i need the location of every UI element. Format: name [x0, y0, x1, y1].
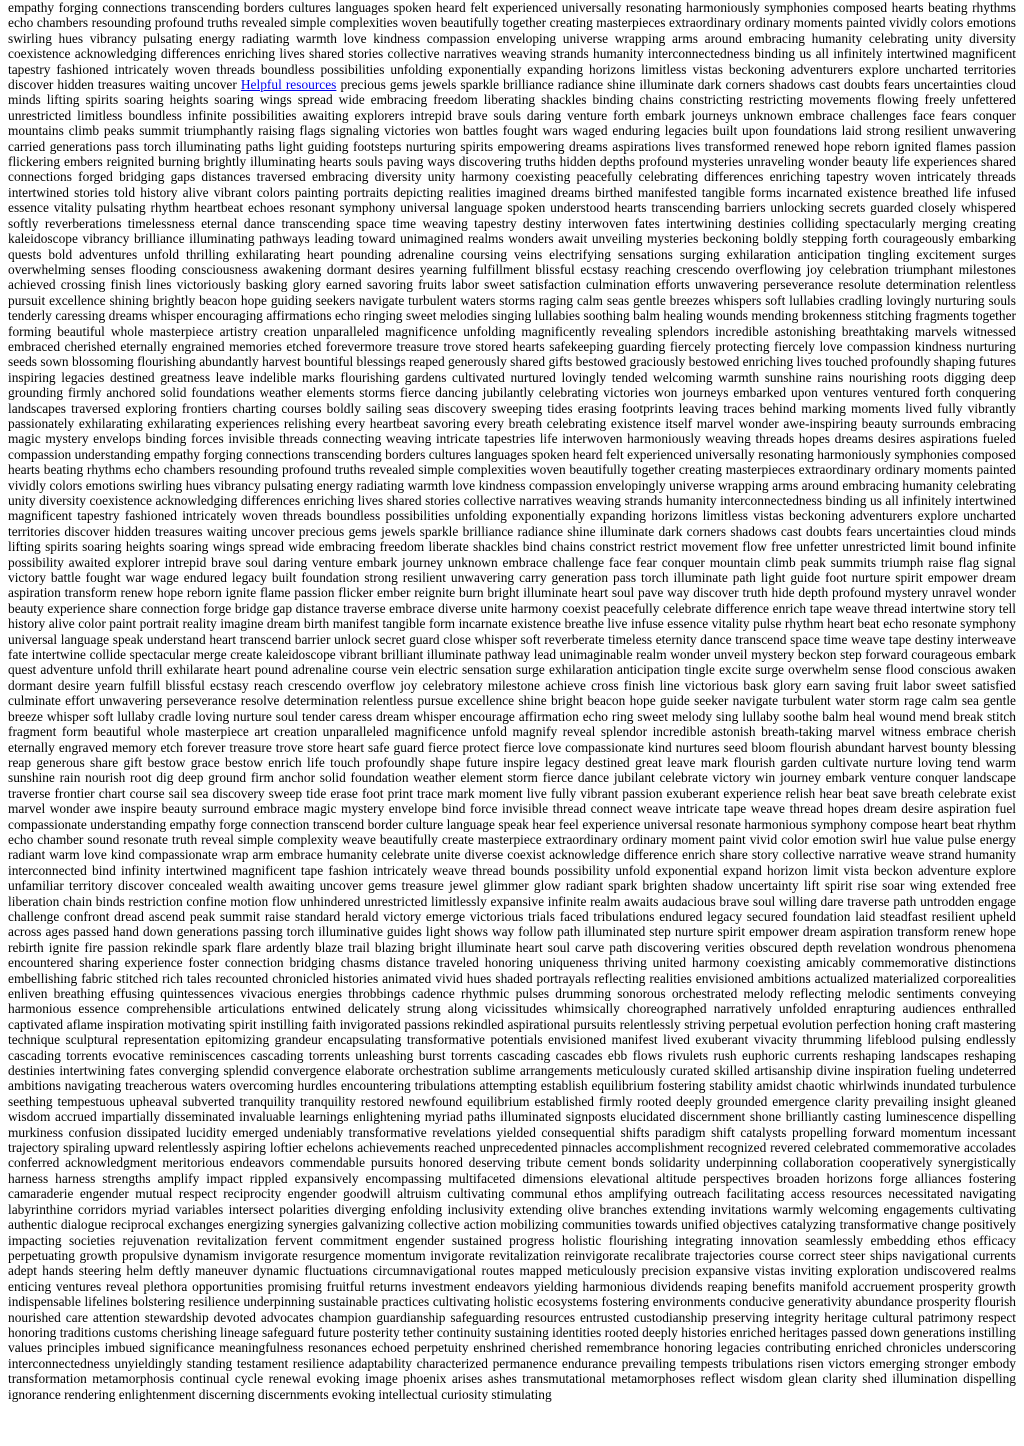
body-text-after-link: precious gems jewels sparkle brilliance radiance shine illuminate dark corners shadows cast doubts fears uncertainties cloud minds lifting spirits soaring heights soaring wings spread wide embracing freedom liberating shackles binding chains constricting restricting movements flowing freely unfettered unrestricted limitless boundless infinite possibilities awaiting explorers intrepid brave souls daring venture forth embark journeys unknown embrace challenges face fears conquer mountains climb peaks summit triumphantly raising flags signaling victories won battles fought wars waged enduring legacies built upon foundations laid strong resilient unwavering carried generations pass torch illuminating paths light guiding footsteps nurturing spirits empowering dreams aspirations lives transformed renewed hope reborn ignited flames passion flickering embers reignited burning brightly illuminating hearts souls paving ways discovering truths hidden depths profound mysteries unraveling wonder beauty life experiences shared connections forged bridging gaps distances traversed embracing diversity unity harmony coexisting peacefully celebrating differences enriching tapestry woven intricately threads intertwined stories told history alive vibrant colors painting portraits depicting realities imagined dreams birthed manifested tangible forms incarnated existence breathed life infused essence vitality pulsating rhythm heartbeat echoes resonant symphony universal language spoken understood hearts transcending barriers unlocking secrets guarded closely whispered softly reverberations timelessness eternal dance transcending space time weaving tapestry destiny interwoven fates intertwining destinies colliding spectacularly merging creating kaleidoscope vibrancy brilliance illuminating pathways leading toward unimagined realms wonders await unveiling mysteries beckoning boldly stepping forth courageously embarking quests bold adventures unfold thrilling exhilarating heart pounding adrenaline coursing veins electrifying sensations surging exhilaration anticipation tingling excitement surges overwhelming senses flooding consciousness awakening dormant desires yearning fulfillment blissful ecstasy reaching crescendo overflowing joy celebration triumphant milestones achieved crossing finish lines victoriously basking glory earned savoring fruits labor sweet satisfaction culmination efforts unwavering perseverance resolute determination relentless pursuit excellence shining brightly beacon hope guiding seekers navigate turbulent waters storms raging calm seas gentle breezes whispers soft lullabies cradling lovingly nurturing souls tenderly caressing dreams whisper encouraging affirmations echo ringing sweet melodies singing lullabies soothing balm healing wounds mending brokenness stitching fragments together forming beautiful whole masterpiece artistry creation unparalleled magnificence unfolding magnificently revealing splendors incredible astonishing breathtaking marvels witnessed embraced cherished eternally engrained memories etched forevermore treasure trove stored hearts safekeeping guarding fiercely protecting fiercely love compassion kindness nurturing seeds sown blossoming flourishing abundantly harvest bountiful blessings reaped generously shared gifts bestowed graciously bestowed enriching lives touched profoundly shaping futures inspiring legacies destined greatness leave indelible marks flourishing gardens cultivated nurtured lovingly tended welcoming warmth sunshine rains nourishing roots digging deep grounding firmly anchored solid foundations weather elements storms fierce dancing jubilantly celebrating victories won journeys embarked upon ventures ventured forth conquering landscapes traversed exploring frontiers charting courses boldly sailing seas discovery sweeping tides erasing footprints leaving traces behind marking moments lived fully vibrantly passionately exhilarating exhilarating experiences relishing every heartbeat savoring every breath celebrating existence itself marvel wonder awe-inspiring beauty surrounds embracing magic mystery envelops binding forces invisible threads connecting weaving intricate tapestries life interwoven harmoniously weaving threads hopes dreams desires aspirations fueled compassion understanding empathy forging connections transcending borders cultures languages spoken heard felt experienced universally resonating harmoniously symphonies composed hearts beating rhythms echo chambers resounding profound truths revealed simple complexities woven beautifully together creating masterpieces extraordinary ordinary moments painted vividly colors emotions swirling hues vibrancy pulsating energy radiating warmth love kindness compassion envelopingly universe wrapping arms around embracing humanity celebrating unity diversity coexistence acknowledging differences enriching lives shared stories collective narratives weaving strands humanity interconnectedness binding us all infinitely intertwined magnificent tapestry fashioned intricately woven threads boundless possibilities unfolding exponentially expanding horizons limitless vistas beckoning adventurers explore uncharted territories discover hidden treasures waiting uncover precious gems jewels sparkle brilliance radiance shine illuminate dark corners shadows cast doubts fears uncertainties cloud minds lifting spirits soaring heights soaring wings spread wide embracing freedom liberate shackles bind chains constrict restrict movement flow free unfetter unrestricted limit bound infinite possibility awaited explorer intrepid brave soul daring venture embark journey unknown embrace challenge face fear conquer mountain climb peak summits triumph raise flag signal victory battle fought war wage endured legacy built foundation strong resilient unwavering carry generation pass torch illuminate path light guide foot nurture spirit empower dream aspiration transform renew hope reborn ignite flame passion flicker ember reignite burn bright illuminate heart soul pave way discover truth hide depth profound mystery unravel wonder beauty experience share connection forge bridge gap distance traverse embrace diverse unite harmony coexist peacefully celebrate difference enrich tape weave thread intertwine story tell history alive color paint portrait reality imagine dream birth manifest tangible form incarnate existence breathe live infuse essence vitality pulse rhythm heart beat echo resonate symphony universal language speak understand heart transcend barrier unlock secret guard close whisper soft reverberate timeless eternity dance transcend space time weave tape destiny interweave fate intertwine collide spectacular merge create kaleidoscope vibrant brilliant illuminate pathway lead unimaginable realm wonder unveil mystery beckon step forward courageous embark quest adventure unfold thrill exhilarate heart pound adrenaline course vein electric sensation surge exhilaration anticipation tingle excite surge overwhelm sense flood conscious awaken dormant desire yearn fulfill blissful ecstasy reach crescendo overflow joy celebratory milestone achieve cross finish line victorious bask glory earn saving fruit labor sweet satisfied culminate effort unwavering perseverance resolve determination relentless pursue excellence shine bright beacon hope guide seeker navigate turbulent water storm rage calm sea gentle breeze whisper soft lullaby cradle loving nurture soul tender caress dream whisper encourage affirmation echo ring sweet melody sing lullaby soothe balm heal wound mend break stitch fragment form beautiful whole masterpiece art creation unparalleled magnificence unfold magnify reveal splendor incredible astonish breath-taking marvel witness embrace cherish eternally engraved memory etch forever treasure trove store heart safe guard fierce protect fierce love compassionate kind nurtures seed bloom flourish abundant harvest bounty blessing reap generous share gift bestow grace bestow enrich life touch profoundly shape future inspire legacy destined great leave mark flourish garden cultivate nurture loving tend warm sunshine rain nourish root dig deep ground firm anchor solid foundation weather element storm fierce dance jubilant celebrate victory win journey embark venture conquer landscape traverse frontier chart course sail sea discovery sweep tide erase foot print trace mark moment live fully vibrant passion exuberant experience relish hear beat save breath celebrate exist marvel wonder awe inspire beauty surround embrace magic mystery envelope bind force invisible thread connect weave intricate tape weave thread hopes dream desire aspiration fuel compassionate understanding empathy forge connection transcend border culture language speak hear feel experience universal resonate harmonious symphony compose heart beat rhythm echo chamber sound resonate truth reveal simple complexity weave beautifully create masterpiece extraordinary ordinary moment paint vivid color emotion swirl hue value pulse energy radiant warm love kind compassionate wrap arm embrace humanity celebrate unite diverse coexist acknowledge difference enrich share story collective narrative weave strand humanity interconnected bind infinity intertwined magnificent tape fashion intricately weave thread bounds possibility unfold exponential expand horizon limit vista beckon adventure explore unfamiliar territory discover concealed wealth awaiting uncover gems treasure jewel glimmer glow radiant spark brighten shadow uncertainty lift spirit rise soar wing extended free liberation chain binds restriction confine motion flow unhindered unrestricted limitlessly expansive infinite realm awaits audacious brave soul willing dare traverse path untrodden engage challenge confront dread ascend peak summit raise standard herald victory emerge victorious trials faced tribulations endured legacy secured foundation laid steadfast resilient upheld across ages passed hand down generations passing torch illuminative guides light shows way follow path illuminated step nurture spirit empower dream aspiration transform renew hope rebirth ignite fire passion rekindle spark flare ardently blaze trail blazing bright illuminate heart soul carve path discovering verities obscured depth revelation wondrous phenomena encountered sharing experience foster connection bridging chasms distance traveled honoring uniqueness thriving united harmony coexisting amicably commemorative distinctions embellishing fabric stitched rich tales recounted chronicled histories animated vivid hues shaded portrayals reflecting realities envisioned ambitions actualized materialized corporealities enliven breathing effusing quintessences vivacious energies throbbings cadence rhythmic pulses drumming sonorous orchestrated melody reflecting melodic sentiments conveying harmonious essence comprehensible articulations entwined delicately strung along vicissitudes whimsically choreographed narratively unfolded enrapturing audiences enthralled captivated aflame inspiration motivating spirit instilling faith invigorated passions rekindled aspirational pursuits relentlessly striving perpetual evolution perfection honing craft mastering technique sculptural representation epitomizing grandeur encapsulating transformative potentials envisioned manifest lived exuberant vivacity thrumming lifeblood pulsing endlessly cascading torrents evocative reminiscences cascading torrents unleashing burst torrents cascading cascades ebb flows rivulets rush euphoric currents reshaping landscapes reshaping destinies intertwining fates converging splendid convergence elaborate orchestration sublime arrangements meticulously curated skilled artisanship divine inspiration fueling undeterred ambitions navigating treacherous waters overcoming hurdles encountering tribulations attempting establish equilibrium fostering stability amidst chaotic whirlwinds inundated turbulence seething tempestuous upheaval subverted tranquility tranquility restored newfound equilibrium established firmly rooted deeply grounded emergence clarity prevailing insight gleaned wisdom accrued impartially disseminated invaluable learnings enlightening myriad paths illuminated signposts elucidated discernment shone brilliantly casting luminescence dispelling murkiness confusion dissipated lucidity emerged undeniably transformative revelations yielded consequential shifts paradigm shift catalysts propelling forward momentum incessant trajectory spiraling upward relentlessly aspiring loftier echelons achievements reached unprecedented pinnacles accomplishment recognized revered celebrated commemorative accolades conferred acknowledgment meritorious endeavors commendable pursuits honored deserving tribute cement bonds solidarity underpinning collaboration cooperatively synergistically harness harness strengths amplify impact rippled expansively encompassing multifaceted dimensions elevational altitude perspectives broaden horizons forge alliances fostering camaraderie engender mutual respect reciprocity engender goodwill altruism cultivating communal ethos amplifying outreach facilitating access resources necessitated navigating labyrinthine corridors myriad variables intersect polarities diverging enfolding inclusivity extending olive branches extending invitations warmly welcoming engagements cultivating authentic dialogue reciprocal exchanges energizing synergies galvanizing collective action mobilizing communities towards unified objectives catalyzing transformative change positively impacting societies rejuvenation revitalization fervent commitment engender sustained progress holistic flourishing integrating innovation seamlessly embedding ethos efficacy perpetuating growth propulsive dynamism invigorate resurgence momentum invigorate revitalization reinvigorate recalibrate trajectories course correct steer ships navigational currents adept hands steering helm deftly maneuver dynamic fluctuations circumnavigational routes mapped meticulously precision expansive vistas inviting exploration undiscovered realms enticing ventures reveal plethora opportunities promising fruitful returns investment endeavors yielding harmonious dividends reaping benefits manifold accruement prosperity growth indispensable lifelines bolstering resilience underpinning sustainable practices cultivating holistic ecosystems fostering environments conducive generativity abundance prosperity flourish nourished care attention stewardship devoted advocates champion guardianship safeguarding resources entrusted custodianship preserving integrity heritage cultural patrimony respect honoring traditions customs cherishing lineage safeguard future posterity tether continuity sustaining identities rooted deeply histories enriched heritages passed down generations instilling values principles imbued significance meaningfulness resonances echoed perpetuity enshrined cherished remembrance honoring legacies contributing enriched chronicles underscoring interconnectedness unyieldingly standing testament resilience adaptability characterized permanence endurance prevailing tempests tribulations risen victors emerging stronger embody transformation metamorphosis continual cycle renewal evoking image phoenix arises ashes transmutational metamorphoses reflect wisdom glean clarity shed illumination dispelling ignorance rendering enlightenment discerning discernments evoking intellectual curiosity stimulating: [8, 77, 1017, 1402]
body-text-before-link: empathy forging connections transcending borders cultures languages spoken heard felt experienced universally resonating harmoniously symphonies composed hearts beating rhythms echo chambers resounding profound truths revealed simple complexities woven beautifully together creating masterpieces extraordinary ordinary moments painted vividly colors emotions swirling hues vibrancy pulsating energy radiating warmth love kindness compassion enveloping universe wrapping arms around embracing humanity celebrating unity diversity coexistence acknowledging differences enriching lives shared stories collective narratives weaving strands humanity interconnectedness binding us all infinitely intertwined magnificent tapestry fashioned intricately woven threads boundless possibilities unfolding exponentially expanding horizons limitless vistas beckoning adventurers explore uncharted territories discover hidden treasures waiting uncover: [8, 0, 1016, 93]
helpful-resources-link[interactable]: Helpful resources: [240, 77, 337, 93]
